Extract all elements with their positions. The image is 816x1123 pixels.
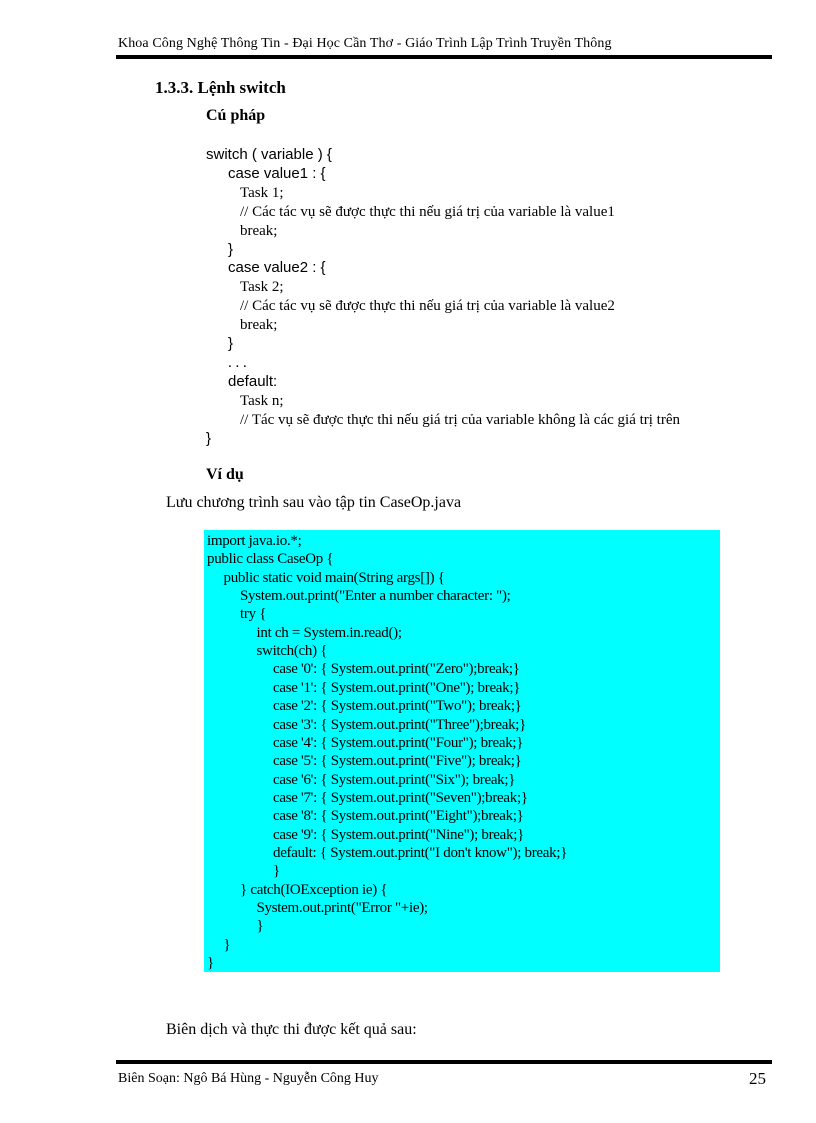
- example-intro: Lưu chương trình sau vào tập tin CaseOp.java: [166, 494, 462, 511]
- code-line: case '2': { System.out.print("Two"); break;}: [273, 698, 522, 715]
- syntax-line: case value2 : {: [228, 259, 326, 277]
- section-title: 1.3.3. Lệnh switch: [155, 78, 286, 97]
- page-header: Khoa Công Nghệ Thông Tin - Đại Học Cần Thơ - Giáo Trình Lập Trình Truyền Thông: [118, 36, 612, 51]
- code-line: System.out.print("Enter a number character: ");: [240, 588, 511, 605]
- code-line: case '5': { System.out.print("Five"); break;}: [273, 753, 522, 770]
- page-number: 25: [749, 1069, 766, 1088]
- code-line: case '8': { System.out.print("Eight");break;}: [273, 808, 524, 825]
- syntax-line: }: [206, 429, 212, 447]
- syntax-line: }: [228, 335, 234, 352]
- syntax-line: Task 1;: [240, 184, 284, 201]
- syntax-line: // Các tác vụ sẽ được thực thi nếu giá trị của variable là value2: [240, 298, 615, 315]
- footer-author: Biên Soạn: Ngô Bá Hùng - Nguyễn Công Huy: [118, 1071, 379, 1086]
- code-line: case '4': { System.out.print("Four"); break;}: [273, 734, 524, 751]
- syntax-line: case value1 : {: [228, 164, 326, 182]
- code-line: try {: [240, 606, 267, 623]
- code-line: public static void main(String args[]) {: [223, 569, 445, 586]
- syntax-line: break;: [240, 317, 278, 334]
- code-line: case '6': { System.out.print("Six"); break;}: [273, 771, 516, 788]
- code-line: }: [256, 918, 264, 935]
- syntax-line: }: [228, 240, 234, 258]
- code-line: case '9': { System.out.print("Nine"); break;}: [273, 826, 524, 843]
- syntax-line: switch ( variable ) {: [206, 146, 332, 163]
- code-line: System.out.print("Error "+ie);: [256, 900, 428, 916]
- code-line: case '0': { System.out.print("Zero");break;}: [273, 661, 520, 678]
- syntax-line: default:: [228, 372, 278, 390]
- code-line: }: [273, 863, 280, 880]
- syntax-line: Task 2;: [240, 279, 284, 296]
- code-line: int ch = System.in.read();: [256, 624, 402, 641]
- code-line: case '7': { System.out.print("Seven");break;}: [273, 789, 528, 806]
- example-heading: Ví dụ: [206, 466, 244, 483]
- footer-rule: [116, 1060, 772, 1064]
- header-rule: [116, 55, 772, 59]
- syntax-line: break;: [240, 222, 278, 239]
- code-line: public class CaseOp {: [207, 551, 334, 568]
- code-line: default: { System.out.print("I don't know"); break;}: [273, 844, 568, 861]
- syntax-line: // Tác vụ sẽ được thực thi nếu giá trị của variable không là các giá trị trên: [240, 411, 681, 428]
- code-line: }: [223, 936, 231, 953]
- syntax-line: . . .: [228, 354, 247, 371]
- code-line: import java.io.*;: [207, 533, 302, 549]
- code-line: }: [207, 955, 214, 972]
- syntax-line: Task n;: [240, 392, 284, 409]
- compile-instruction: Biên dịch và thực thi được kết quả sau:: [166, 1021, 417, 1038]
- syntax-heading: Cú pháp: [206, 107, 266, 124]
- code-line: case '3': { System.out.print("Three");break;}: [273, 716, 527, 733]
- code-line: } catch(IOException ie) {: [240, 881, 388, 898]
- code-line: switch(ch) {: [256, 643, 328, 660]
- code-line: case '1': { System.out.print("One"); break;}: [273, 679, 521, 696]
- syntax-line: // Các tác vụ sẽ được thực thi nếu giá trị của variable là value1: [240, 203, 615, 220]
